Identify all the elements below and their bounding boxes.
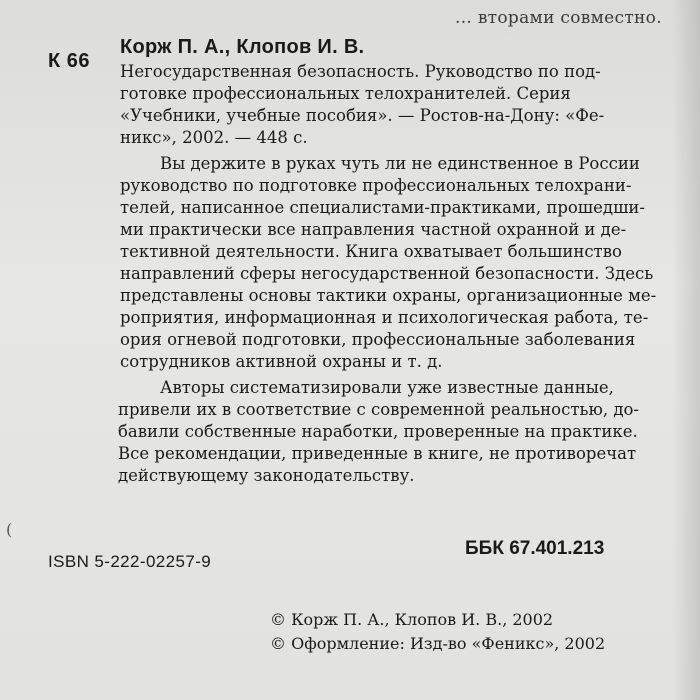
annotation-line: ми практически все направления частной охранной и де- xyxy=(120,220,627,239)
annotation-line: роприятия, информационная и психологическая работа, те- xyxy=(120,308,649,327)
library-code: К 66 xyxy=(48,50,91,72)
bibliography-line: никс», 2002. — 448 с. xyxy=(120,128,308,147)
copyright-line: © Корж П. А., Клопов И. В., 2002 xyxy=(270,610,554,629)
authors-heading: Корж П. А., Клопов И. В. xyxy=(120,36,365,58)
margin-mark: ( xyxy=(6,520,13,539)
annotation-line: ория огневой подготовки, профессиональные заболевания xyxy=(120,330,636,349)
annotation-line: бавили собственные наработки, проверенные на практике. xyxy=(118,422,638,441)
copyright-line: © Оформление: Изд-во «Феникс», 2002 xyxy=(270,634,606,653)
annotation-line: тективной деятельности. Книга охватывает большинство xyxy=(120,242,622,261)
bibliography-line: «Учебники, учебные пособия». — Ростов-на-Дону: «Фе- xyxy=(120,106,605,125)
top-text-fragment: ... вторами совместно. xyxy=(455,8,662,28)
annotation-line: Вы держите в руках чуть ли не единственное в России xyxy=(160,154,640,173)
annotation-line: Авторы систематизировали уже известные данные, xyxy=(160,378,614,397)
annotation-line: телей, написанное специалистами-практиками, прошедши- xyxy=(120,198,645,217)
annotation-line: руководство по подготовке профессиональных телохрани- xyxy=(120,176,632,195)
annotation-line: действующему законодательству. xyxy=(118,466,415,485)
annotation-line: сотрудников активной охраны и т. д. xyxy=(120,352,443,371)
bibliography-line: Негосударственная безопасность. Руководство по под- xyxy=(120,62,601,81)
bbk-code: ББК 67.401.213 xyxy=(465,538,605,559)
annotation-line: Все рекомендации, приведенные в книге, не противоречат xyxy=(118,444,637,463)
annotation-line: представлены основы тактики охраны, организационные ме- xyxy=(120,286,657,305)
annotation-line: направлений сферы негосударственной безопасности. Здесь xyxy=(120,264,654,283)
bibliography-line: готовке профессиональных телохранителей. Серия xyxy=(120,84,571,103)
page-edge-shadow xyxy=(672,0,700,700)
isbn-number: ISBN 5-222-02257-9 xyxy=(48,552,212,571)
annotation-line: привели их в соответствие с современной реальностью, до- xyxy=(118,400,639,419)
